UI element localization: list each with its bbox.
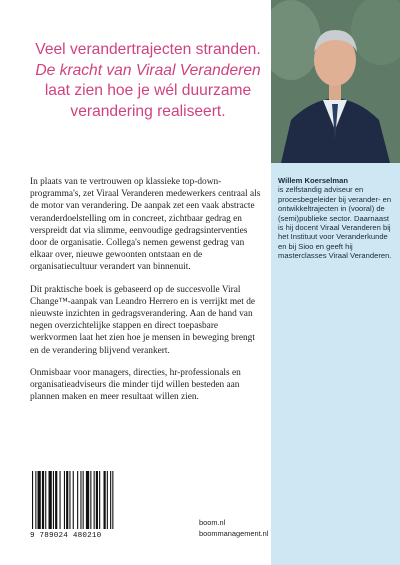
author-name: Willem Koerselman bbox=[278, 176, 348, 185]
headline bbox=[28, 40, 268, 122]
barcode-number: 9 789024 480210 bbox=[30, 532, 102, 540]
author-bio bbox=[278, 176, 396, 261]
publisher-urls bbox=[199, 517, 268, 539]
blurb-paragraph-3: Onmisbaar voor managers, directies, hr-professionals en organisatieadviseurs die minder tijd willen besteden aan plannen maken en meer resultaat willen zien. bbox=[30, 367, 241, 403]
blurb-paragraph-1: In plaats van te vertrouwen op klassieke top-down-programma's, zet Viraal Veranderen medewerkers centraal als de motor van verandering. De aanpak zet een vaak abstracte veranderdoelstelling om in concreet, zichtbaar gedrag en verspreidt dat via slimme, eenvoudige gedragsinterventies door de organisatie. Collega's nemen gewenst gedrag van elkaar over, nieuwe gewoonten ontstaan en de organisatiecultuur verandert van binnenuit. bbox=[30, 177, 261, 273]
blurb-paragraph-2: Dit praktische boek is gebaseerd op de succesvolle Viral Change™-aanpak van Leandro Herrero en is verrijkt met de nieuwste inzichten in gedragsverandering. Aan de hand van negen overzichtelijke stappen en direct toepasbare werkvormen laat het zien hoe je mensen in beweging brengt en de verandering blijvend verankert. bbox=[30, 284, 256, 356]
publisher-url-1: boom.nl bbox=[199, 518, 226, 527]
headline-part1: Veel verandertrajecten stranden. bbox=[35, 41, 261, 58]
publisher-url-2: boommanagement.nl bbox=[199, 529, 269, 538]
headline-part2: laat zien hoe je wél duurzame verandering realiseert. bbox=[44, 82, 252, 120]
author-bio-text: is zelfstandig adviseur en procesbegeleider bij verander- en ontwikkeltrajecten in (vooral) de (semi)publieke sector. Daarnaast is hij docent Viraal Veranderen bij het Instituut voor Veranderkunde en bij Sioo en geeft hij masterclasses Viraal Veranderen. bbox=[278, 185, 392, 261]
barcode bbox=[30, 471, 148, 541]
barcode-bars bbox=[30, 471, 148, 531]
author-photo bbox=[271, 0, 400, 163]
headline-italic: De kracht van Viraal Veranderen bbox=[35, 61, 261, 79]
blurb bbox=[30, 176, 262, 413]
